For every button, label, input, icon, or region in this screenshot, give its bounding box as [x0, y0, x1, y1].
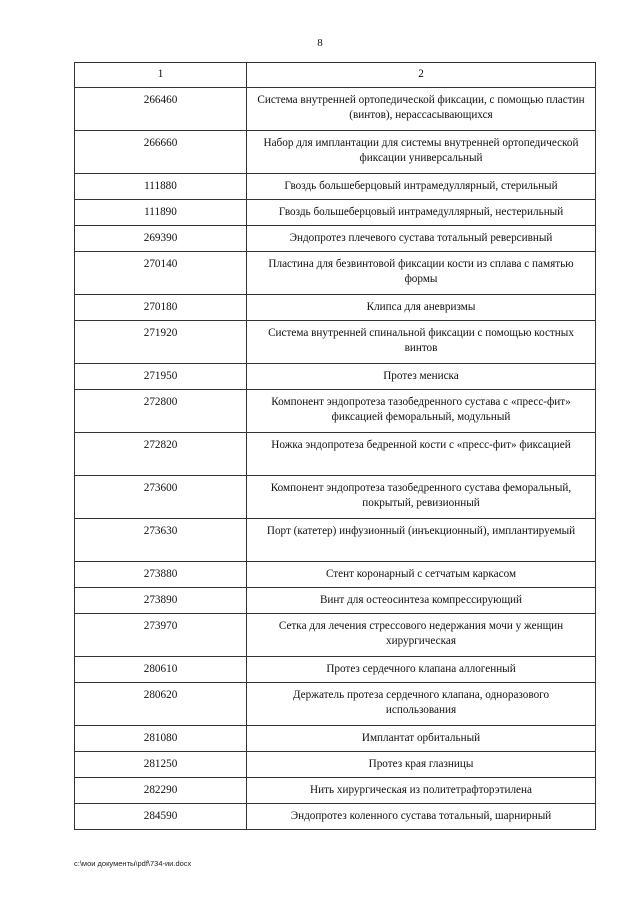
device-code-cell: 282290	[75, 778, 247, 804]
table-row	[75, 588, 596, 614]
device-name-cell: Эндопротез плечевого сустава тотальный реверсивный	[247, 226, 596, 252]
device-name-cell: Клипса для аневризмы	[247, 295, 596, 321]
device-code-cell: 273890	[75, 588, 247, 614]
device-code-cell: 271920	[75, 321, 247, 364]
device-code-cell: 273600	[75, 476, 247, 519]
device-name-cell: Набор для имплантации для системы внутренней ортопедической фиксации универсальный	[247, 131, 596, 174]
device-code-cell: 281080	[75, 726, 247, 752]
device-code-cell: 272820	[75, 433, 247, 476]
device-name-cell: Гвоздь большеберцовый интрамедуллярный, нестерильный	[247, 200, 596, 226]
device-code-cell: 281250	[75, 752, 247, 778]
device-name-cell: Порт (катетер) инфузионный (инъекционный), имплантируемый	[247, 519, 596, 562]
table-row	[75, 252, 596, 295]
table-row	[75, 726, 596, 752]
device-code-cell: 280610	[75, 657, 247, 683]
table-body	[75, 88, 596, 830]
table-row	[75, 200, 596, 226]
table-row	[75, 562, 596, 588]
column-header-name: 2	[247, 63, 596, 88]
device-name-cell: Протез сердечного клапана аллогенный	[247, 657, 596, 683]
table-header-row	[75, 63, 596, 88]
table-row	[75, 295, 596, 321]
column-header-code: 1	[75, 63, 247, 88]
table-row	[75, 519, 596, 562]
device-name-cell: Компонент эндопротеза тазобедренного сустава с «пресс-фит» фиксацией феморальный, модульный	[247, 390, 596, 433]
table-row	[75, 131, 596, 174]
device-name-cell: Протез края глазницы	[247, 752, 596, 778]
device-code-cell: 280620	[75, 683, 247, 726]
device-name-cell: Держатель протеза сердечного клапана, одноразового использования	[247, 683, 596, 726]
page-number: 8	[317, 37, 323, 49]
table-row	[75, 433, 596, 476]
device-code-cell: 284590	[75, 804, 247, 830]
device-code-table	[74, 62, 596, 830]
device-name-cell: Ножка эндопротеза бедренной кости с «пресс-фит» фиксацией	[247, 433, 596, 476]
device-code-cell: 270180	[75, 295, 247, 321]
device-code-cell: 266460	[75, 88, 247, 131]
device-code-cell: 273970	[75, 614, 247, 657]
table-row	[75, 614, 596, 657]
table-row	[75, 683, 596, 726]
device-name-cell: Имплантат орбитальный	[247, 726, 596, 752]
table-row	[75, 364, 596, 390]
device-code-cell: 271950	[75, 364, 247, 390]
device-code-cell: 111880	[75, 174, 247, 200]
device-code-cell: 111890	[75, 200, 247, 226]
device-code-cell: 272800	[75, 390, 247, 433]
table-row	[75, 476, 596, 519]
table-row	[75, 174, 596, 200]
device-code-cell: 273630	[75, 519, 247, 562]
device-name-cell: Нить хирургическая из политетрафторэтилена	[247, 778, 596, 804]
device-name-cell: Винт для остеосинтеза компрессирующий	[247, 588, 596, 614]
device-name-cell: Стент коронарный с сетчатым каркасом	[247, 562, 596, 588]
device-name-cell: Система внутренней спинальной фиксации с помощью костных винтов	[247, 321, 596, 364]
table-row	[75, 804, 596, 830]
table-row	[75, 226, 596, 252]
table-row	[75, 657, 596, 683]
device-name-cell: Протез мениска	[247, 364, 596, 390]
footer-file-path: c:\мои документы\pdf\734-ии.docx	[74, 859, 192, 868]
table-row	[75, 778, 596, 804]
device-name-cell: Компонент эндопротеза тазобедренного сустава феморальный, покрытый, ревизионный	[247, 476, 596, 519]
device-code-cell: 269390	[75, 226, 247, 252]
table-row	[75, 321, 596, 364]
device-name-cell: Гвоздь большеберцовый интрамедуллярный, стерильный	[247, 174, 596, 200]
device-name-cell: Пластина для безвинтовой фиксации кости из сплава с памятью формы	[247, 252, 596, 295]
device-name-cell: Система внутренней ортопедической фиксации, с помощью пластин (винтов), нерассасывающихся	[247, 88, 596, 131]
table-row	[75, 752, 596, 778]
device-name-cell: Эндопротез коленного сустава тотальный, шарнирный	[247, 804, 596, 830]
device-code-cell: 270140	[75, 252, 247, 295]
device-code-cell: 266660	[75, 131, 247, 174]
device-name-cell: Сетка для лечения стрессового недержания мочи у женщин хирургическая	[247, 614, 596, 657]
device-code-cell: 273880	[75, 562, 247, 588]
table-row	[75, 88, 596, 131]
table-row	[75, 390, 596, 433]
